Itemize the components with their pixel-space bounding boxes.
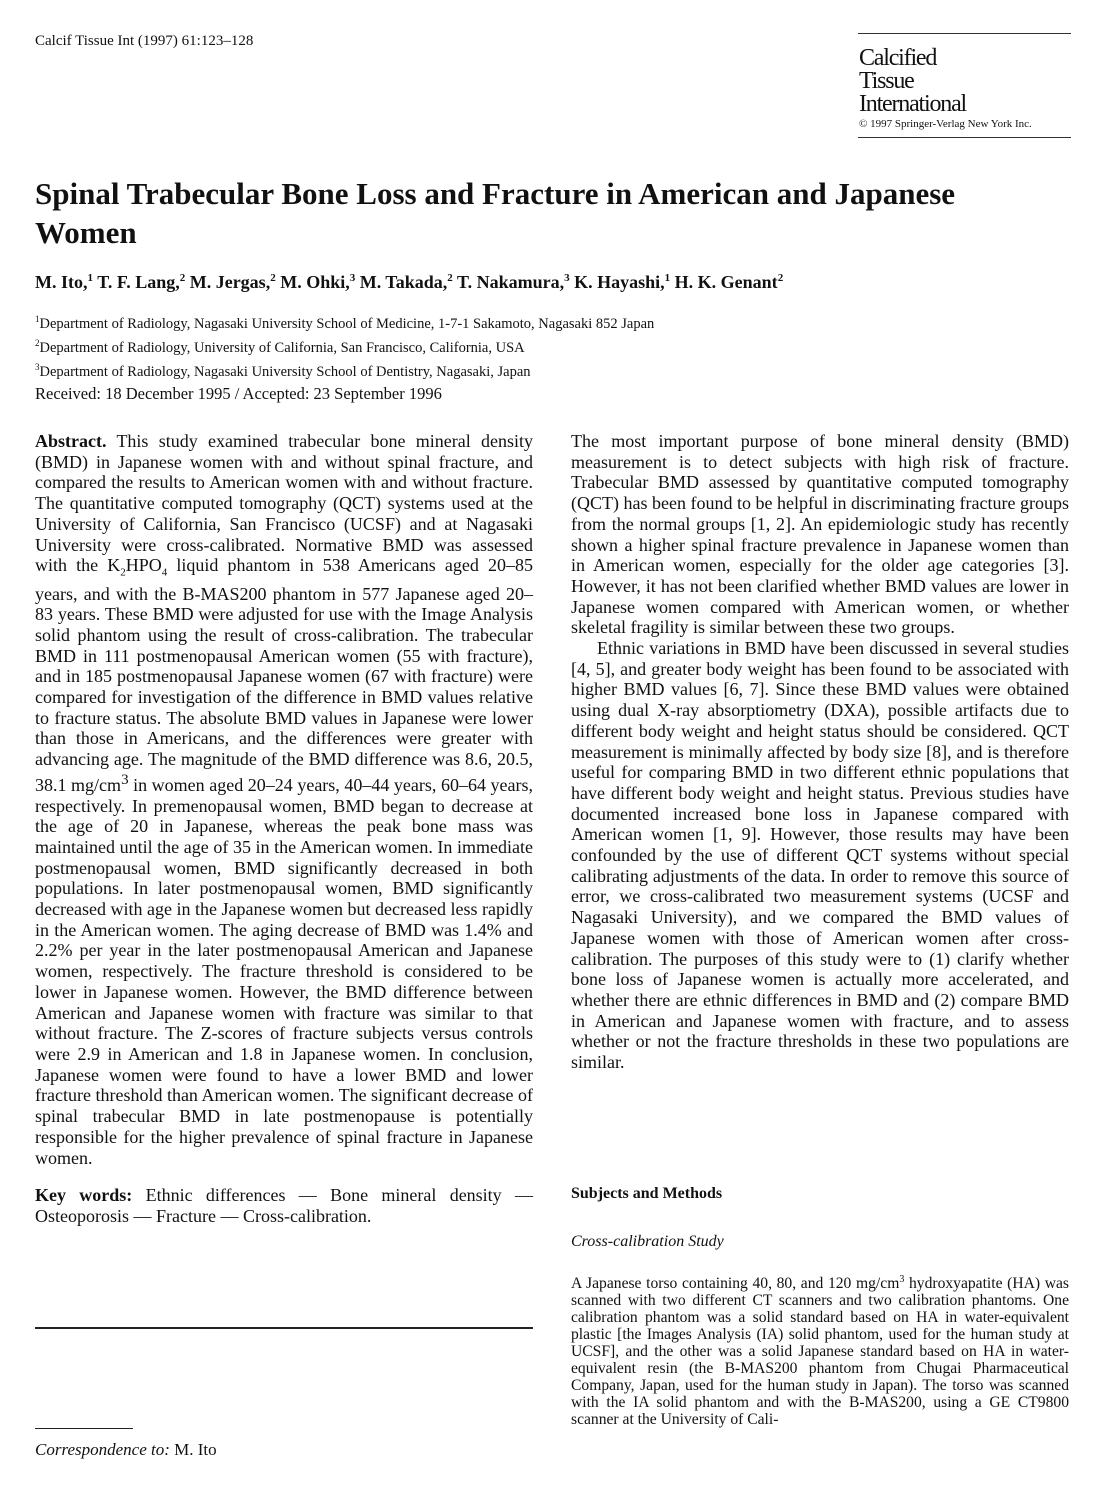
methods-paragraph [571, 1271, 1069, 1428]
footnote-rule [35, 1428, 133, 1429]
author-affiliation-mark: 3 [564, 272, 570, 284]
abstract-text-1: This study examined trabecular bone mineral density (BMD) in Japanese women with and without spinal fracture, and compared the results to American women with and without fracture. The quantitative computed tomography (QCT) systems used at the University of California, San Francisco (UCSF) and at Nagasaki University were cross-calibrated. Normative BMD was assessed with the K [35, 431, 533, 576]
intro-paragraph-1: The most important purpose of bone mineral density (BMD) measurement is to detect subjects with high risk of fracture. Trabecular BMD assessed by quantitative computed tomography (QCT) has been found to be helpful in discriminating fracture groups from the normal groups [1, 2]. An epidemiologic study has recently shown a higher spinal fracture prevalence in Japanese women than in American women, especially for the older age categories [3]. However, it has not been clarified whether BMD values are lower in Japanese women compared with American women, or whether skeletal fragility is similar between these two groups. [571, 431, 1069, 638]
abstract-paragraph [35, 431, 533, 1168]
intro-paragraph-2: Ethnic variations in BMD have been discussed in several studies [4, 5], and greater body weight has been found to be associated with higher BMD values [6, 7]. Since these BMD values were obtained using dual X-ray absorptiometry (DXA), possible artifacts due to different body weight and height status should be considered. QCT measurement is minimally affected by body size [8], and is therefore useful for comparing BMD in two different ethnic populations that have different body weight and height status. Previous studies have documented increased bone loss in Japanese compared with American women [1, 9]. However, those results may have been confounded by the use of different QCT systems without special calibrating adjustments of the data. In order to remove this source of error, we cross-calibrated two measurement systems (UCSF and Nagasaki University), and we compared the BMD values of Japanese women with those of American women after cross-calibration. The purposes of this study were to (1) clarify whether bone loss of Japanese women is actually more accelerated, and whether there are ethnic differences in BMD and (2) compare BMD in American and Japanese women with fracture, and to assess whether or not the fracture thresholds in these two populations are similar. [571, 638, 1069, 1073]
affiliation-text: Department of Radiology, Nagasaki University School of Medicine, 1-7-1 Sakamoto, Nagasaki 852 Japan [39, 315, 655, 332]
subscript-4: 4 [161, 566, 168, 579]
logo-top-rule [858, 33, 1071, 34]
journal-name [859, 47, 966, 116]
abstract-text-hpo: HPO [125, 555, 162, 576]
author: T. F. Lang, [97, 272, 180, 292]
author-affiliation-mark: 1 [664, 272, 671, 284]
author-affiliation-mark: 2 [447, 272, 453, 284]
author-affiliation-mark: 3 [349, 272, 356, 284]
journal-logo [858, 33, 1071, 139]
subsection-heading: Cross-calibration Study [571, 1233, 724, 1250]
author: M. Ito, [35, 272, 88, 292]
keywords-label: Key words: [35, 1185, 133, 1206]
subscript-2: 2 [120, 566, 126, 579]
section-heading: Subjects and Methods [571, 1185, 723, 1202]
copyright-line: © 1997 Springer-Verlag New York Inc. [859, 118, 1032, 130]
superscript-3: 3 [121, 771, 129, 788]
abstract-end-rule [35, 1327, 533, 1329]
superscript-3: 3 [899, 1274, 905, 1285]
keywords-text: Ethnic differences — Bone mineral density — Osteoporosis — Fracture — Cross-calibration. [35, 1185, 533, 1226]
affiliation-item [35, 358, 654, 382]
author-affiliation-mark: 2 [179, 272, 186, 284]
journal-citation: Calcif Tissue Int (1997) 61:123–128 [35, 33, 254, 49]
author: M. Takada, [359, 272, 448, 292]
abstract-text-3: in women aged 20–24 years, 40–44 years, 60–64 years, respectively. In premenopausal women, BMD began to decrease at the age of 20 in Japanese, whereas the peak bone mass was maintained until the age of 35 in the American women. In immediate postmenopausal women, BMD significantly decreased in both populations. In later postmenopausal women, BMD significantly decreased with age in the Japanese women but decreased less rapidly in the American women. The aging decrease of BMD was 1.4% and 2.2% per year in the later postmenopausal American and Japanese women, respectively. The fracture threshold is considered to be lower in Japanese women. However, the BMD difference between American and Japanese women with fracture was similar to that without fracture. The Z-scores of fracture subjects versus controls were 2.9 in American and 1.8 in Japanese women. In conclusion, Japanese women were found to have a lower BMD and lower fracture threshold than American women. The significant decrease of spinal trabecular BMD in late postmenopause is potentially responsible for the higher prevalence of spinal fracture in Japanese women. [35, 774, 533, 1168]
affiliation-text: Department of Radiology, Nagasaki University School of Dentistry, Nagasaki, Japan [39, 363, 531, 380]
correspondence-label: Correspondence to: [35, 1440, 170, 1459]
affiliation-number: 1 [35, 314, 40, 324]
affiliation-list [35, 310, 654, 381]
abstract-label: Abstract. [35, 431, 107, 451]
author: M. Ohki, [280, 272, 350, 292]
author: T. Nakamura, [456, 272, 565, 292]
correspondence-name: M. Ito [169, 1440, 217, 1459]
author-affiliation-mark: 1 [87, 272, 93, 284]
journal-name-line1: Calcified [859, 45, 937, 71]
abstract-text-2: liquid phantom in 538 Americans aged 20–85 years, and with the B-MAS200 phantom in 577 Japanese aged 20–83 years. These BMD were adjusted for use with the Image Analysis solid phantom using the result of cross-calibration. The trabecular BMD in 111 postmenopausal American women (55 with fracture), and in 185 postmenopausal Japanese women (67 with fracture) were compared for investigation of the difference in BMD values relative to fracture status. The absolute BMD values in Japanese were lower than those in Americans, and the differences were greater with advancing age. The magnitude of the BMD difference was 8.6, 20.5, 38.1 mg/cm [35, 555, 534, 795]
affiliation-number: 2 [35, 337, 40, 348]
affiliation-item [35, 334, 654, 358]
author-affiliation-mark: 2 [270, 272, 276, 284]
author-list [35, 272, 783, 293]
abstract-column [35, 431, 533, 1227]
author: K. Hayashi, [574, 272, 665, 292]
journal-name-line3: International [859, 91, 967, 117]
author: M. Jergas, [189, 272, 271, 292]
methods-text-2: hydroxyapatite (HA) was scanned with two different CT scanners and two calibration phantoms. One calibration phantom was a solid standard based on HA in water-equivalent plastic [the Images Analysis (IA) solid phantom, used for the human study at UCSF], and the other was a solid Japanese standard based on HA in water-equivalent resin (the B-MAS200 phantom from Chugai Pharmaceutical Company, Japan, used for the human study in Japan). The torso was scanned with the IA solid phantom and with the B-MAS200, using a GE CT9800 scanner at the University of Cali- [571, 1275, 1070, 1429]
correspondence-note [35, 1440, 217, 1460]
paper-title: Spinal Trabecular Bone Loss and Fracture in American and Japanese Women [35, 176, 956, 250]
affiliation-text: Department of Radiology, University of California, San Francisco, California, USA [39, 339, 525, 356]
author-affiliation-mark: 2 [777, 272, 784, 284]
author: H. K. Genant [674, 272, 778, 292]
received-dates: Received: 18 December 1995 / Accepted: 23 September 1996 [35, 384, 442, 403]
affiliation-number: 3 [35, 361, 40, 372]
logo-bottom-rule [858, 137, 1071, 138]
keywords-paragraph [35, 1185, 533, 1226]
introduction-column [571, 431, 1069, 1073]
methods-text-1: A Japanese torso containing 40, 80, and 120 mg/cm [571, 1275, 900, 1293]
affiliation-item [35, 310, 654, 334]
journal-name-line2: Tissue [859, 68, 914, 94]
